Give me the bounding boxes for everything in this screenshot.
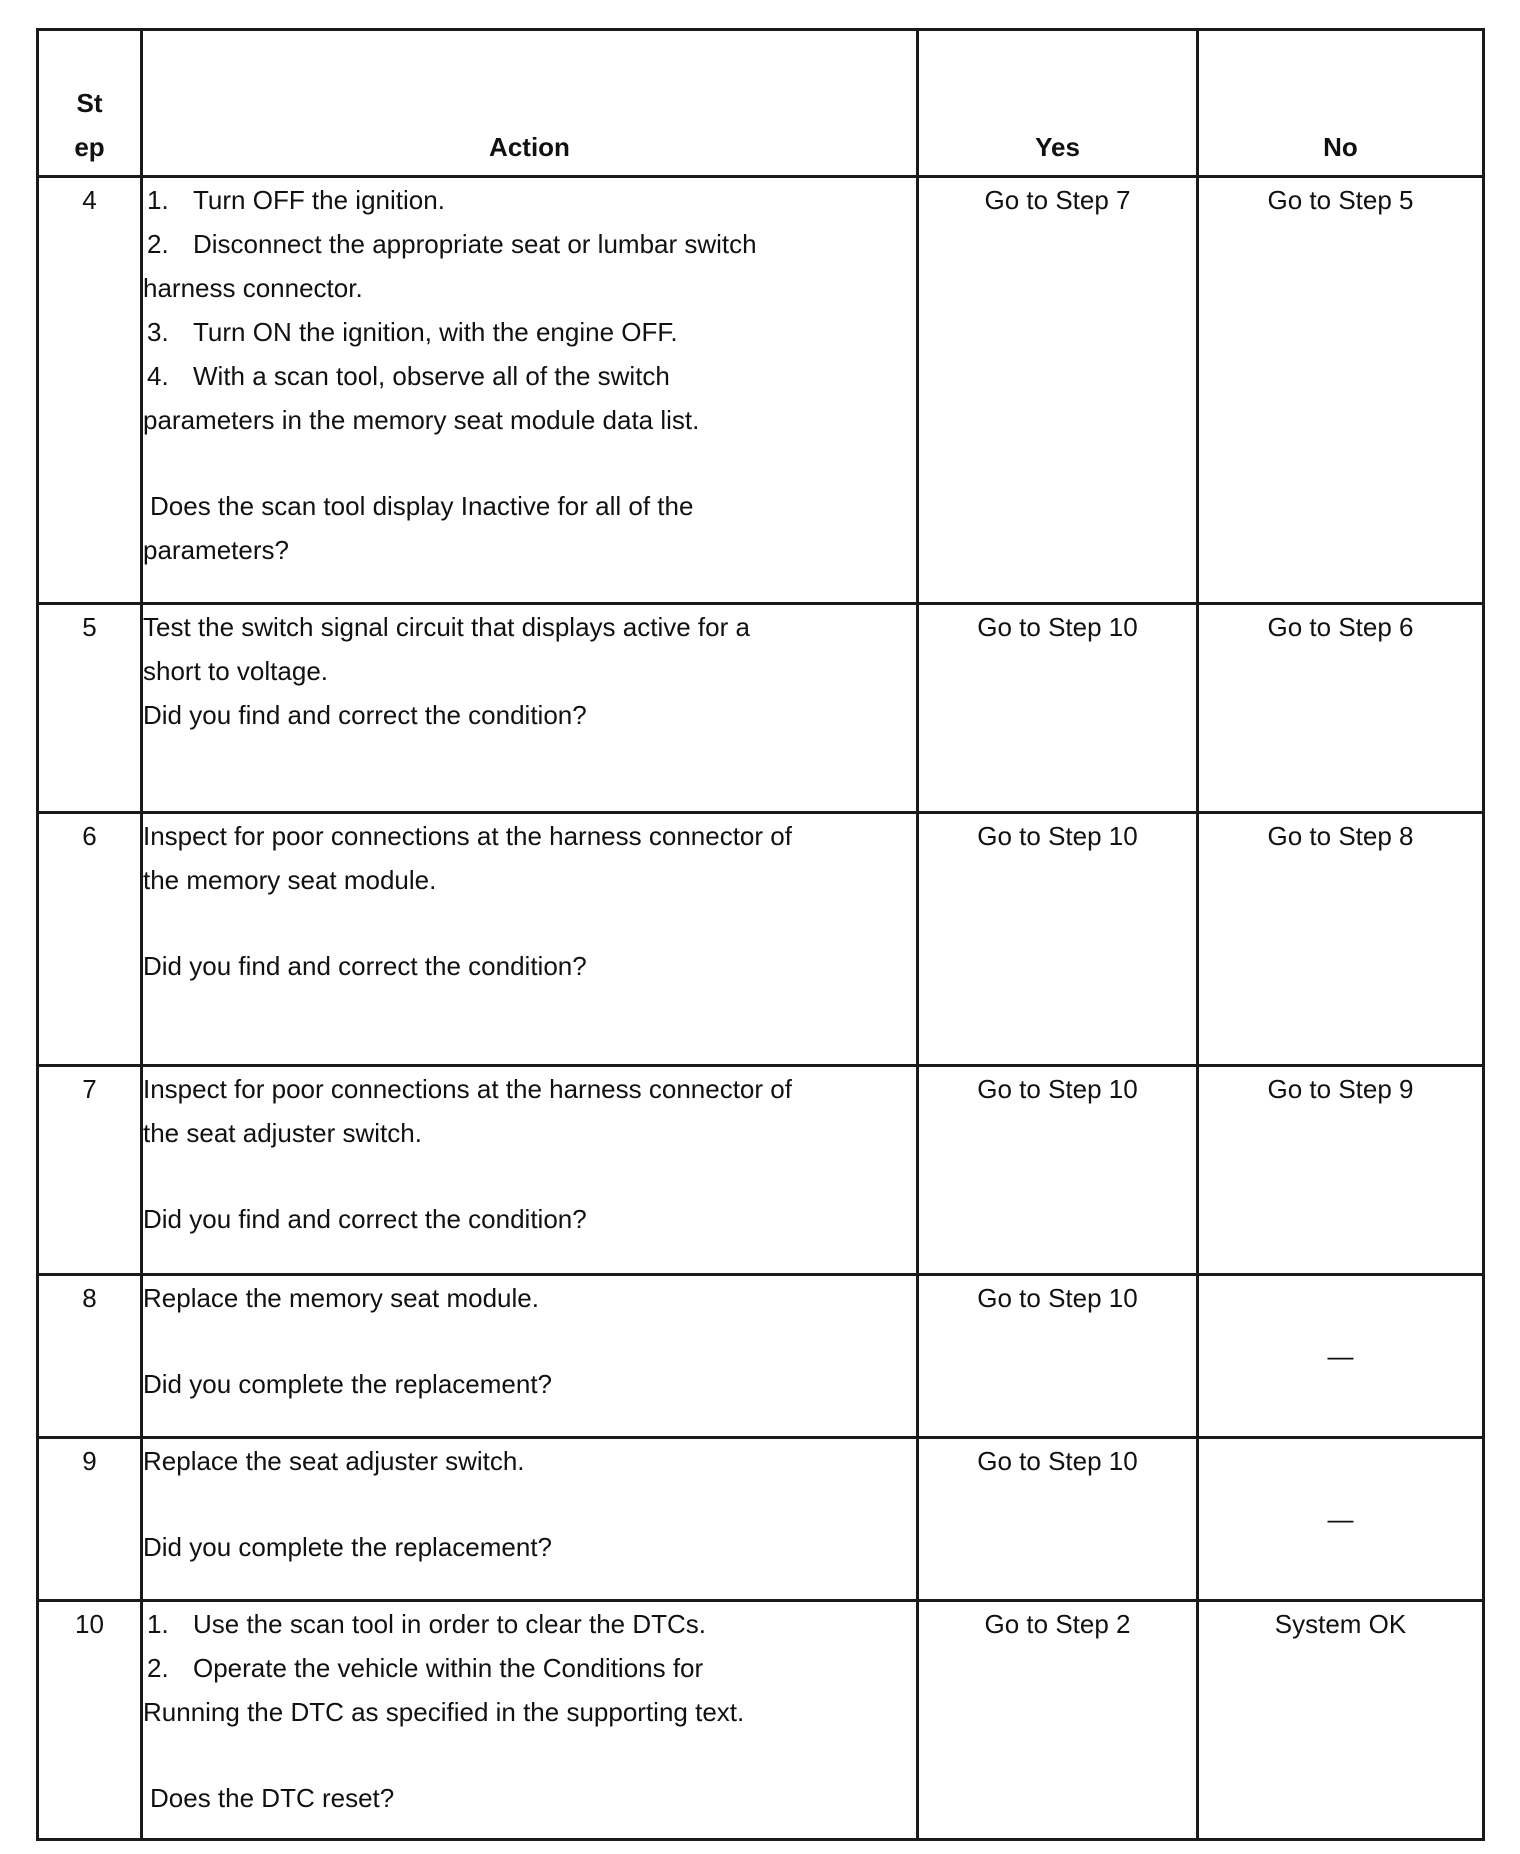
action-text: Operate the vehicle within the Conditions for <box>193 1653 704 1683</box>
action-cell <box>142 1601 918 1840</box>
spacer <box>143 1155 916 1197</box>
action-text: Use the scan tool in order to clear the DTCs. <box>193 1609 707 1639</box>
header-no: No <box>1198 30 1484 177</box>
step-cell: 9 <box>38 1438 142 1601</box>
no-cell: System OK <box>1198 1601 1484 1840</box>
action-line: Replace the seat adjuster switch. <box>143 1446 525 1476</box>
action-line <box>143 1602 916 1646</box>
spacer <box>143 902 916 944</box>
action-line: Inspect for poor connections at the harness connector of <box>143 1074 792 1104</box>
yes-cell: Go to Step 10 <box>918 1438 1198 1601</box>
yes-cell: Go to Step 2 <box>918 1601 1198 1840</box>
action-line: Inspect for poor connections at the harness connector of <box>143 821 792 851</box>
action-line <box>143 178 916 222</box>
action-line <box>143 222 916 266</box>
header-row <box>38 30 1484 177</box>
spacer <box>143 442 916 484</box>
header-step-line2: ep <box>74 132 105 162</box>
table-row <box>38 1275 1484 1438</box>
header-step <box>38 30 142 177</box>
header-step-line1: St <box>76 88 103 118</box>
header-action: Action <box>142 30 918 177</box>
question-line: Did you find and correct the condition? <box>143 1204 587 1234</box>
question-line: Did you complete the replacement? <box>143 1369 553 1399</box>
action-line: short to voltage. <box>143 656 328 686</box>
no-cell: — <box>1198 1438 1484 1601</box>
table-row <box>38 177 1484 604</box>
no-cell: — <box>1198 1275 1484 1438</box>
action-line: Running the DTC as specified in the supporting text. <box>143 1697 745 1727</box>
spacer <box>143 1734 916 1776</box>
question-line: Did you find and correct the condition? <box>143 700 587 730</box>
action-text: Disconnect the appropriate seat or lumbar switch <box>193 229 757 259</box>
list-number: 3. <box>147 317 169 347</box>
no-cell: Go to Step 8 <box>1198 813 1484 1066</box>
action-line <box>143 1646 916 1690</box>
yes-cell: Go to Step 10 <box>918 1275 1198 1438</box>
header-yes: Yes <box>918 30 1198 177</box>
question-line: Did you find and correct the condition? <box>143 951 587 981</box>
table-row <box>38 1066 1484 1275</box>
yes-cell: Go to Step 10 <box>918 604 1198 813</box>
action-line: the memory seat module. <box>143 865 437 895</box>
question-line: Does the DTC reset? <box>150 1783 395 1813</box>
action-cell <box>142 813 918 1066</box>
step-cell: 5 <box>38 604 142 813</box>
list-number: 4. <box>147 361 169 391</box>
step-cell: 10 <box>38 1601 142 1840</box>
no-cell: Go to Step 9 <box>1198 1066 1484 1275</box>
action-line: the seat adjuster switch. <box>143 1118 422 1148</box>
action-line <box>143 354 916 398</box>
question-line: Did you complete the replacement? <box>143 1532 553 1562</box>
action-text: With a scan tool, observe all of the switch <box>193 361 670 391</box>
step-cell: 6 <box>38 813 142 1066</box>
list-number: 1. <box>147 185 169 215</box>
table-row <box>38 604 1484 813</box>
list-number: 2. <box>147 1653 169 1683</box>
action-line: parameters in the memory seat module data list. <box>143 405 700 435</box>
list-number: 1. <box>147 1609 169 1639</box>
action-line <box>143 310 916 354</box>
spacer <box>143 1483 916 1525</box>
yes-cell: Go to Step 10 <box>918 813 1198 1066</box>
table-row <box>38 813 1484 1066</box>
question-line: Does the scan tool display Inactive for all of the <box>150 491 694 521</box>
yes-cell: Go to Step 10 <box>918 1066 1198 1275</box>
list-number: 2. <box>147 229 169 259</box>
action-cell <box>142 177 918 604</box>
question-line: parameters? <box>143 535 289 565</box>
table-row <box>38 1438 1484 1601</box>
step-cell: 8 <box>38 1275 142 1438</box>
action-cell <box>142 1438 918 1601</box>
action-text: Turn ON the ignition, with the engine OFF. <box>193 317 678 347</box>
table-row <box>38 1601 1484 1840</box>
action-cell <box>142 1066 918 1275</box>
action-cell <box>142 604 918 813</box>
no-cell: Go to Step 5 <box>1198 177 1484 604</box>
action-line: harness connector. <box>143 273 363 303</box>
no-cell: Go to Step 6 <box>1198 604 1484 813</box>
action-cell <box>142 1275 918 1438</box>
action-line: Test the switch signal circuit that displays active for a <box>143 612 750 642</box>
diagnostic-table <box>36 28 1485 1841</box>
action-text: Turn OFF the ignition. <box>193 185 445 215</box>
spacer <box>143 1320 916 1362</box>
yes-cell: Go to Step 7 <box>918 177 1198 604</box>
step-cell: 7 <box>38 1066 142 1275</box>
action-line: Replace the memory seat module. <box>143 1283 539 1313</box>
step-cell: 4 <box>38 177 142 604</box>
